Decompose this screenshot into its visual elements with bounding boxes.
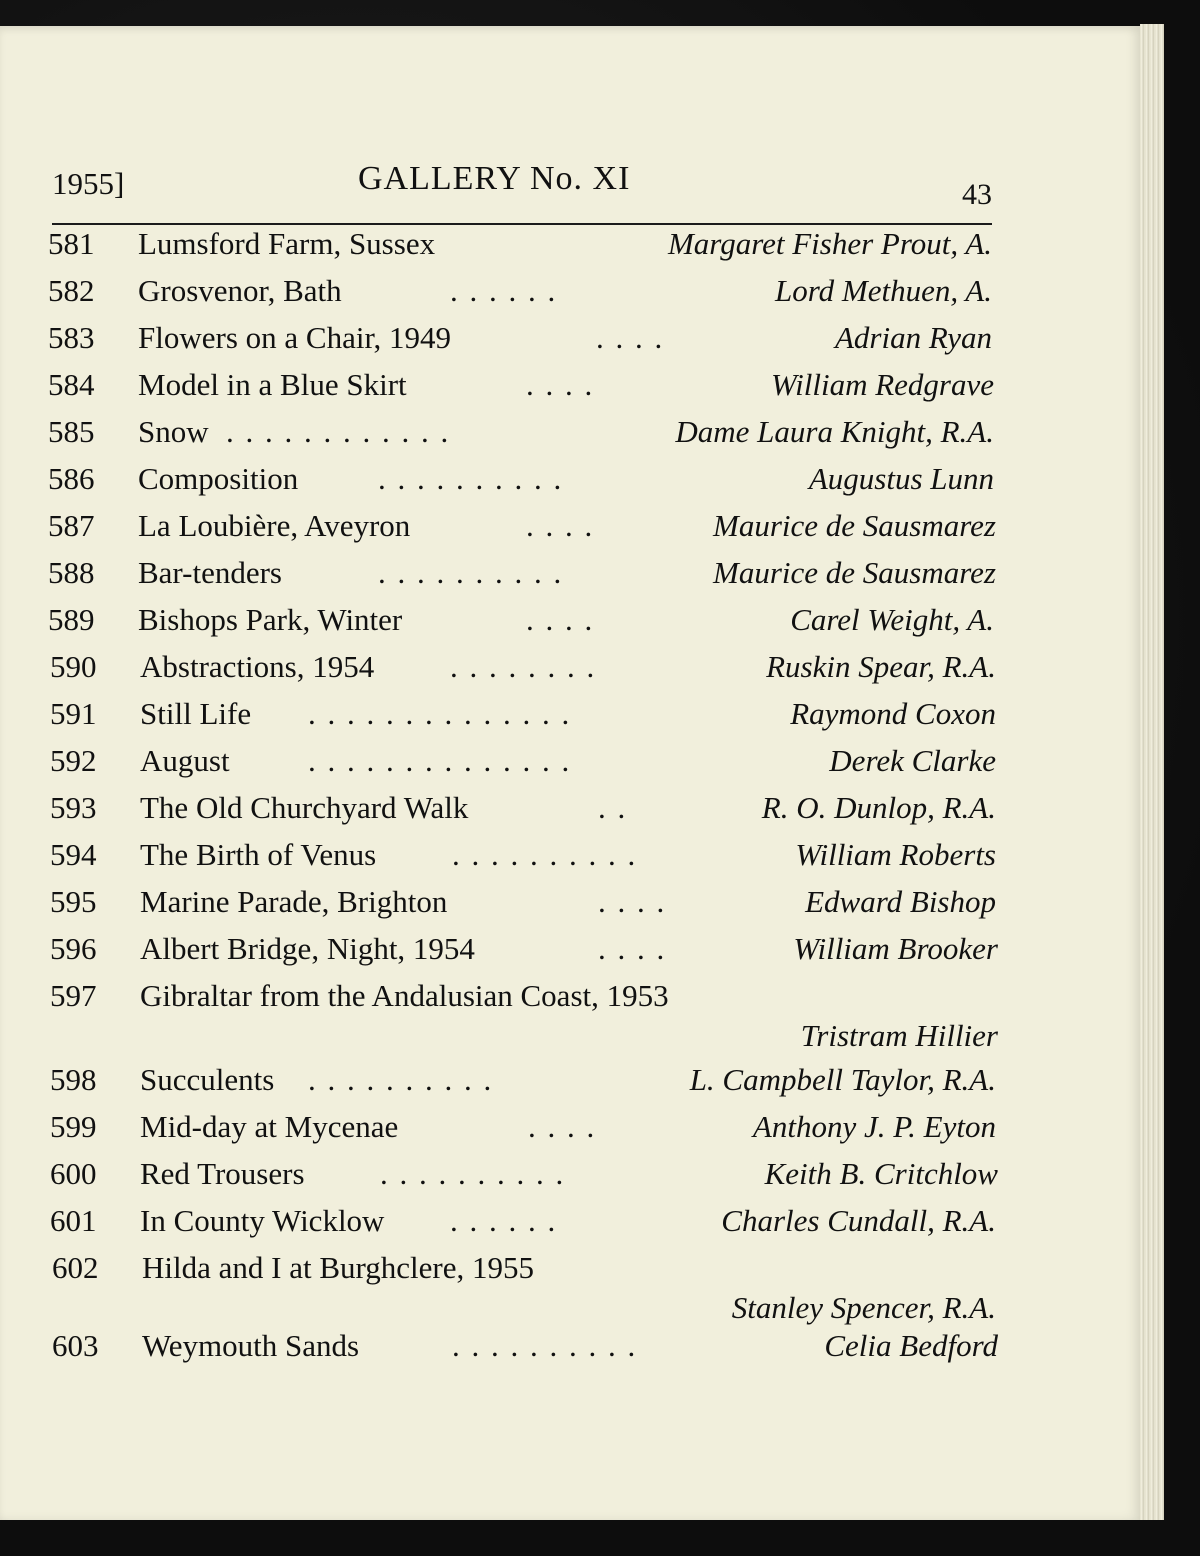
entry-595 xyxy=(50,884,996,928)
entry-number: 595 xyxy=(50,884,97,919)
entry-number: 587 xyxy=(48,508,95,543)
entry-587 xyxy=(48,508,996,552)
entry-artist: Maurice de Sausmarez xyxy=(713,555,996,590)
entry-artist: Ruskin Spear, R.A. xyxy=(766,649,996,684)
entry-title: Mid-day at Mycenae xyxy=(140,1109,399,1144)
entry-583 xyxy=(48,320,992,364)
entry-title: Albert Bridge, Night, 1954 xyxy=(140,931,475,966)
entry-title: Weymouth Sands xyxy=(142,1328,360,1363)
entry-593 xyxy=(50,790,996,834)
entry-600 xyxy=(50,1156,998,1200)
dot-leader: . . . . . . . . . . xyxy=(378,461,564,496)
entry-number: 600 xyxy=(50,1156,97,1191)
entry-number: 596 xyxy=(50,931,97,966)
entry-title: La Loubière, Aveyron xyxy=(138,508,411,543)
entry-artist: Adrian Ryan xyxy=(835,320,992,355)
entry-artist: Lord Methuen, A. xyxy=(775,273,992,308)
entry-title: The Birth of Venus xyxy=(140,837,377,872)
entry-603 xyxy=(52,1328,998,1372)
entry-581 xyxy=(48,226,992,270)
dot-leader: . . . . . . . . . . xyxy=(308,1062,494,1097)
dot-leader: . . . . xyxy=(526,367,595,402)
entry-number: 594 xyxy=(50,837,97,872)
entry-598 xyxy=(50,1062,996,1106)
entry-artist: R. O. Dunlop, R.A. xyxy=(761,790,996,825)
dot-leader: . . . . xyxy=(598,884,667,919)
dot-leader: . . . . xyxy=(596,320,665,355)
entry-601 xyxy=(50,1203,996,1247)
entry-artist: Celia Bedford xyxy=(824,1328,998,1363)
page-edge xyxy=(1140,24,1164,1520)
catalogue-entries xyxy=(0,26,1140,1520)
entry-artist: Derek Clarke xyxy=(829,743,996,778)
catalogue-page xyxy=(0,26,1140,1520)
entry-594 xyxy=(50,837,996,881)
running-head-year: 1955] xyxy=(52,166,125,201)
entry-title: Bar-tenders xyxy=(138,555,282,590)
entry-number: 584 xyxy=(48,367,95,402)
entry-title: In County Wicklow xyxy=(140,1203,385,1238)
entry-artist: Charles Cundall, R.A. xyxy=(721,1203,996,1238)
entry-title: August xyxy=(140,743,230,778)
entry-artist: Dame Laura Knight, R.A. xyxy=(675,414,994,449)
entry-number: 598 xyxy=(50,1062,97,1097)
dot-leader: . . . . . . . . . . . . xyxy=(226,414,451,449)
entry-number: 585 xyxy=(48,414,95,449)
entry-number: 589 xyxy=(48,602,95,637)
entry-title: Succulents xyxy=(140,1062,275,1097)
entry-number: 599 xyxy=(50,1109,97,1144)
dot-leader: . . . . . . . . . . xyxy=(380,1156,566,1191)
entry-title: Flowers on a Chair, 1949 xyxy=(138,320,452,355)
entry-title: Abstractions, 1954 xyxy=(140,649,375,684)
entry-title: Bishops Park, Winter xyxy=(138,602,403,637)
entry-title: Red Trousers xyxy=(140,1156,305,1191)
entry-number: 590 xyxy=(50,649,97,684)
entry-title: Gibraltar from the Andalusian Coast, 1953 xyxy=(140,978,669,1013)
dot-leader: . . . . . . . . xyxy=(450,649,597,684)
entry-number: 591 xyxy=(50,696,97,731)
entry-title: Snow xyxy=(138,414,209,449)
entry-title: Model in a Blue Skirt xyxy=(138,367,407,402)
dot-leader: . . . . . . . . . . . . . . xyxy=(308,696,572,731)
entry-number: 582 xyxy=(48,273,95,308)
entry-artist: Maurice de Sausmarez xyxy=(713,508,996,543)
entry-artist: William Roberts xyxy=(795,837,996,872)
entry-number: 593 xyxy=(50,790,97,825)
entry-title: Lumsford Farm, Sussex xyxy=(138,226,436,261)
entry-artist: Raymond Coxon xyxy=(790,696,996,731)
entry-592 xyxy=(50,743,996,787)
entry-title: Composition xyxy=(138,461,299,496)
dot-leader: . . xyxy=(598,790,628,825)
entry-number: 588 xyxy=(48,555,95,590)
entry-number: 592 xyxy=(50,743,97,778)
entry-number: 597 xyxy=(50,978,97,1013)
entry-585 xyxy=(48,414,994,458)
entry-artist: Keith B. Critchlow xyxy=(764,1156,998,1191)
dot-leader: . . . . . . xyxy=(450,1203,558,1238)
entry-number: 581 xyxy=(48,226,95,261)
dot-leader: . . . . xyxy=(528,1109,597,1144)
entry-title: The Old Churchyard Walk xyxy=(140,790,469,825)
entry-artist: Stanley Spencer, R.A. xyxy=(731,1290,996,1325)
entry-number: 583 xyxy=(48,320,95,355)
entry-title: Marine Parade, Brighton xyxy=(140,884,448,919)
entry-588 xyxy=(48,555,996,599)
entry-599 xyxy=(50,1109,996,1153)
dot-leader: . . . . . . . . . . xyxy=(378,555,564,590)
entry-artist: Anthony J. P. Eyton xyxy=(752,1109,996,1144)
entry-artist: Edward Bishop xyxy=(805,884,996,919)
entry-597 xyxy=(50,978,998,1064)
entry-artist: Augustus Lunn xyxy=(808,461,994,496)
entry-artist: William Redgrave xyxy=(771,367,994,402)
entry-584 xyxy=(48,367,994,411)
entry-590 xyxy=(50,649,996,693)
dot-leader: . . . . xyxy=(526,602,595,637)
entry-591 xyxy=(50,696,996,740)
page-title: GALLERY No. XI xyxy=(358,160,631,197)
entry-586 xyxy=(48,461,994,505)
entry-title: Still Life xyxy=(140,696,252,731)
page-number: 43 xyxy=(962,178,992,211)
entry-596 xyxy=(50,931,998,975)
entry-artist: Tristram Hillier xyxy=(800,1018,998,1053)
entry-artist: William Brooker xyxy=(793,931,998,966)
dot-leader: . . . . . . . . . . xyxy=(452,1328,638,1363)
entry-title: Grosvenor, Bath xyxy=(138,273,342,308)
entry-589 xyxy=(48,602,994,646)
entry-582 xyxy=(48,273,992,317)
entry-title: Hilda and I at Burghclere, 1955 xyxy=(142,1250,534,1285)
entry-number: 602 xyxy=(52,1250,99,1285)
dot-leader: . . . . . . . . . . . . . . xyxy=(308,743,572,778)
entry-artist: Carel Weight, A. xyxy=(790,602,994,637)
entry-number: 586 xyxy=(48,461,95,496)
dot-leader: . . . . . . xyxy=(450,273,558,308)
dot-leader: . . . . xyxy=(598,931,667,966)
entry-number: 603 xyxy=(52,1328,99,1363)
dot-leader: . . . . xyxy=(526,508,595,543)
dot-leader: . . . . . . . . . . xyxy=(452,837,638,872)
entry-artist: L. Campbell Taylor, R.A. xyxy=(689,1062,996,1097)
entry-artist: Margaret Fisher Prout, A. xyxy=(667,226,992,261)
entry-602 xyxy=(52,1250,996,1336)
entry-number: 601 xyxy=(50,1203,97,1238)
